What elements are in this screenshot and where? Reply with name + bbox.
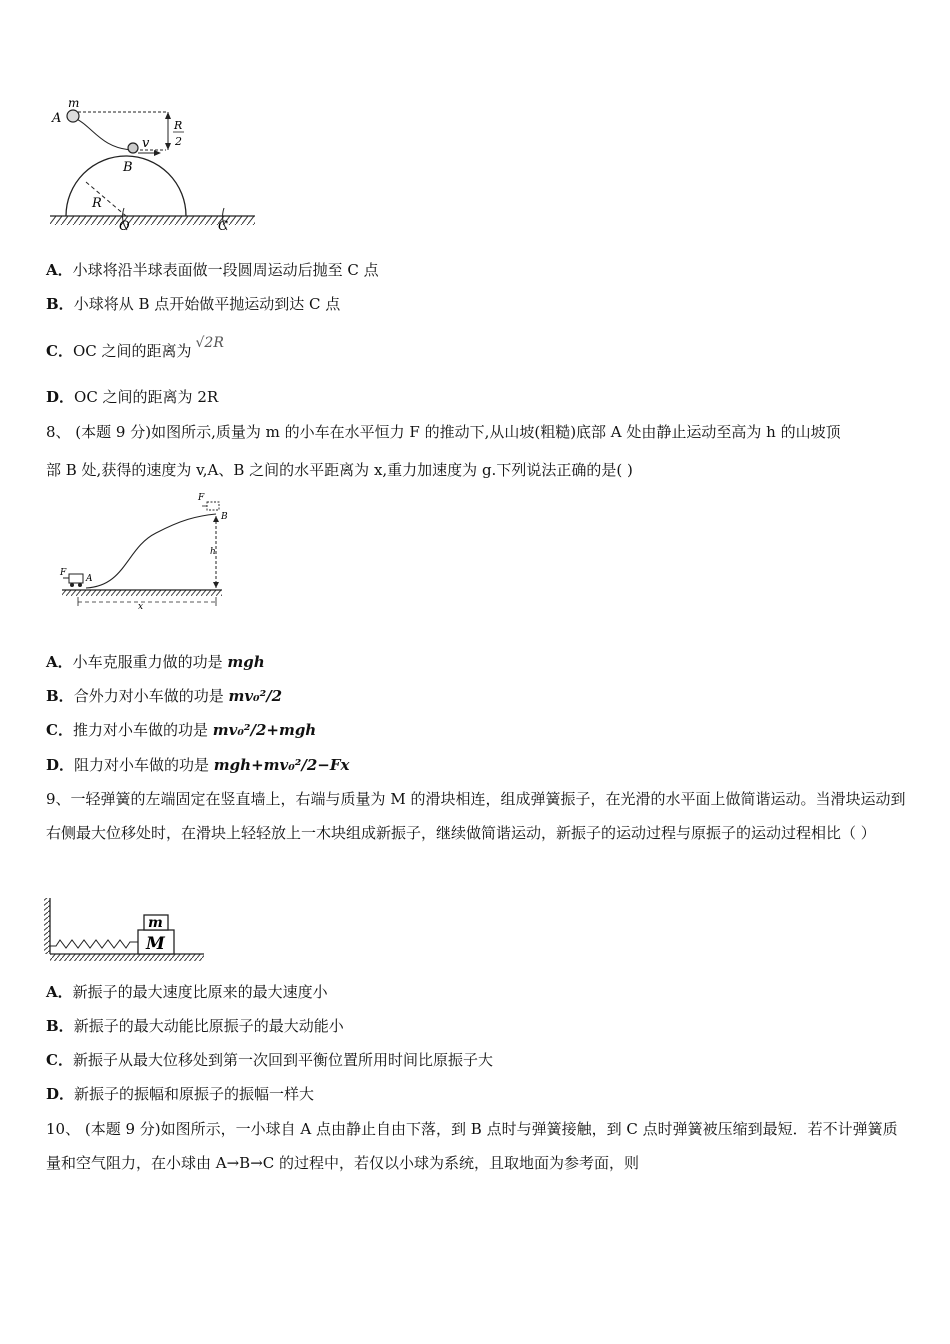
option-text: 合外力对小车做的功是 [73, 687, 229, 705]
q9-option-a[interactable] [46, 982, 328, 1002]
q8-option-b[interactable] [46, 686, 282, 706]
option-letter: D． [46, 1085, 75, 1103]
q8-stem-line-1: 8、 (本题 9 分)如图所示,质量为 m 的小车在水平恒力 F 的推动下,从山坡(粗糙)底部 A 处由静止运动至高为 h 的山坡顶 [46, 423, 841, 441]
q8-label-B: B [221, 512, 228, 522]
q9-label-m: m [148, 915, 163, 931]
option-math: mv₀²/2 [228, 687, 283, 705]
option-letter: B． [46, 1017, 74, 1035]
q8-label-x: x [138, 602, 144, 612]
option-letter: A． [46, 983, 73, 1001]
q7-option-b[interactable] [46, 294, 340, 314]
option-letter: A． [46, 261, 73, 279]
q9-option-b[interactable] [46, 1016, 344, 1036]
q7-option-d[interactable] [46, 387, 218, 407]
option-text: 新振子从最大位移处到第一次回到平衡位置所用时间比原振子大 [72, 1051, 493, 1069]
option-letter: D． [46, 388, 75, 406]
option-math: mv₀²/2+mgh [212, 721, 317, 739]
q7-label-v: v [142, 136, 150, 151]
q7-option-c[interactable] [46, 335, 224, 362]
option-math: mgh [227, 653, 265, 671]
q8-option-c[interactable] [46, 720, 316, 740]
option-text: 新振子的最大速度比原来的最大速度小 [72, 983, 328, 1001]
option-letter: B． [46, 687, 74, 705]
q8-label-h: h [210, 547, 216, 557]
option-letter: D． [46, 756, 75, 774]
option-letter: C． [46, 721, 73, 739]
q7-label-R: R [92, 196, 102, 211]
q9-figure-spring-oscillator [42, 892, 208, 964]
option-text: 新振子的振幅和原振子的振幅一样大 [74, 1085, 315, 1103]
q8-label-F-top: F [198, 493, 205, 503]
q9-label-M: M [146, 934, 165, 954]
q7-label-A: A [52, 111, 62, 126]
option-math: mgh+mv₀²/2−Fx [213, 756, 350, 774]
option-letter: C． [46, 342, 73, 360]
option-text: OC 之间的距离为 2R [74, 388, 219, 406]
q7-label-O: O [119, 219, 130, 234]
q7-figure-hemisphere [44, 96, 260, 234]
option-text: OC 之间的距离为 [72, 342, 192, 360]
option-text: 小球将沿半球表面做一段圆周运动后抛至 C 点 [72, 261, 379, 279]
q10-stem: 10、 (本题 9 分)如图所示，一小球自 A 点由静止自由下落，到 B 点时与弹簧接触，到 C 点时弹簧被压缩到最短．若不计弹簧质量和空气阻力，在小球由 A→B→C 的过程中，若仅以小球为系统，且取地面为参考面，则 [46, 1120, 898, 1172]
option-text: 新振子的最大动能比原振子的最大动能小 [73, 1017, 344, 1035]
option-text: 小球将从 B 点开始做平抛运动到达 C 点 [73, 295, 341, 313]
option-letter: B． [46, 295, 74, 313]
q7-label-B: B [123, 160, 133, 175]
q7-label-R-half-num: R [174, 119, 183, 132]
q8-stem-line-2: 部 B 处,获得的速度为 v,A、B 之间的水平距离为 x,重力加速度为 g.下列说法正确的是( ) [46, 461, 633, 479]
option-letter: C． [46, 1051, 73, 1069]
q8-option-a[interactable] [46, 652, 265, 672]
q8-option-d[interactable] [46, 755, 349, 775]
option-text: 阻力对小车做的功是 [74, 756, 214, 774]
q8-label-F-bottom: F [60, 568, 67, 578]
option-text: 推力对小车做的功是 [72, 721, 213, 739]
option-text: 小车克服重力做的功是 [72, 653, 228, 671]
q8-figure-slope [56, 488, 226, 616]
option-math: √2R [195, 335, 224, 351]
q9-option-d[interactable] [46, 1084, 314, 1104]
q9-option-c[interactable] [46, 1050, 493, 1070]
q7-option-a[interactable] [46, 260, 379, 280]
q8-label-A: A [86, 574, 93, 584]
option-letter: A． [46, 653, 73, 671]
q7-label-C: C [218, 219, 228, 234]
q7-label-R-half-den: 2 [175, 135, 182, 148]
q7-label-m: m [68, 96, 80, 110]
q9-stem: 9、一轻弹簧的左端固定在竖直墙上，右端与质量为 M 的滑块相连，组成弹簧振子，在光滑的水平面上做简谐运动。当滑块运动到右侧最大位移处时，在滑块上轻轻放上一木块组成新振子，继续做简谐运动，新振子的运动过程与原振子的运动过程相比（ ） [46, 790, 906, 842]
